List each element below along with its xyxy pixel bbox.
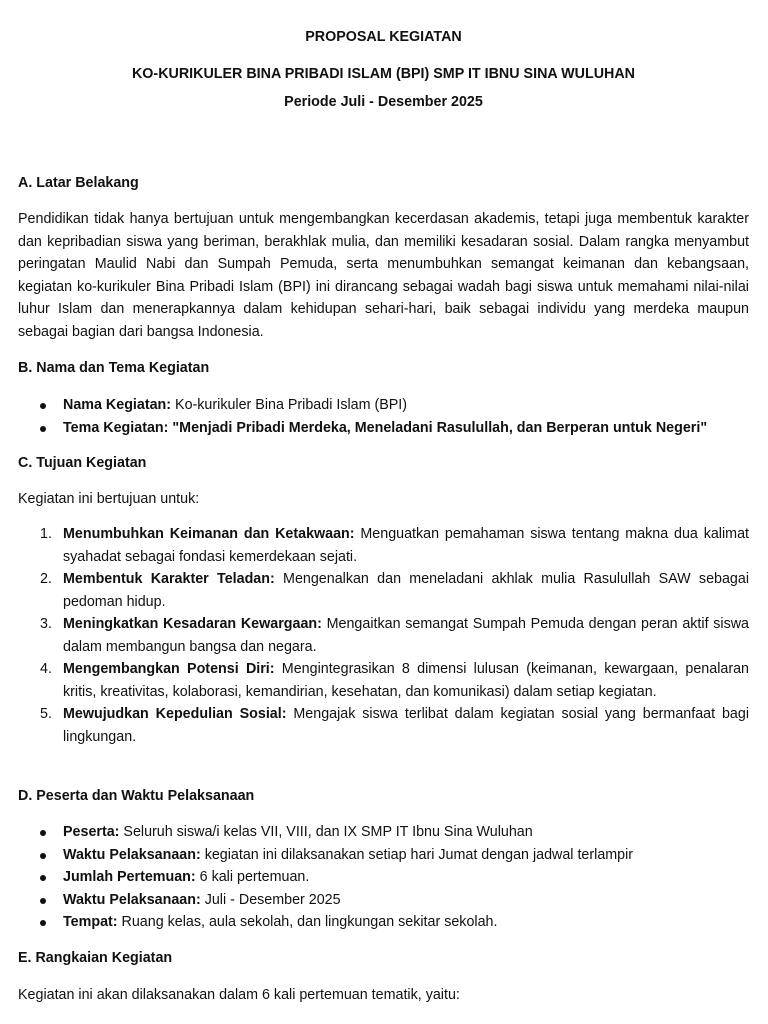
list-item-label: Mewujudkan Kepedulian Sosial: [63,706,287,722]
list-item-label: Tempat: [63,914,118,930]
bullet-icon [40,920,46,926]
list-item-value: Juli - Desember 2025 [200,891,341,908]
document-title: PROPOSAL KEGIATAN [305,29,462,45]
list-number: 1. [40,526,52,542]
bullet-icon [40,853,46,859]
list-item-label: Membentuk Karakter Teladan: [63,571,275,587]
list-item [18,889,749,912]
list-item-label: Tema Kegiatan: [63,419,169,436]
document-period: Periode Juli - Desember 2025 [284,94,483,110]
bullet-icon [40,403,46,409]
list-item-value: kegiatan ini dilaksanakan setiap hari Jumat dengan jadwal terlampir [200,846,634,863]
list-item [18,523,749,568]
list-item-label: Menumbuhkan Keimanan dan Ketakwaan: [63,526,355,542]
section-c-intro: Kegiatan ini bertujuan untuk: [18,491,200,507]
list-item-label: Mengembangkan Potensi Diri: [63,661,275,677]
list-item-value: Mengaitkan semangat Sumpah Pemuda dengan peran aktif siswa dalam membangun bangsa dan negara. [63,616,749,655]
list-item [18,613,749,658]
section-d-heading: D. Peserta dan Waktu Pelaksanaan [18,788,255,804]
list-item-value: Ko-kurikuler Bina Pribadi Islam (BPI) [171,397,408,413]
list-item [18,658,749,703]
list-number: 5. [40,706,52,722]
bullet-icon [40,426,46,432]
section-a-heading: A. Latar Belakang [18,175,139,191]
list-number: 2. [40,571,52,587]
list-item-value: Mengintegrasikan 8 dimensi lulusan (keimanan, kewargaan, penalaran kritis, kreativitas, kolaborasi, kemandirian, kesehatan, dan komunikasi) dalam setiap kegiatan. [63,661,750,700]
section-d-list [18,821,749,934]
list-item-label: Peserta: [63,824,120,840]
section-b-heading: B. Nama dan Tema Kegiatan [18,360,210,376]
list-item-value: Menguatkan pemahaman siswa tentang makna dua kalimat syahadat sebagai fondasi kemerdekaan sejati. [63,526,749,565]
list-item-label: Nama Kegiatan: [63,397,172,413]
list-item [18,911,749,934]
list-item [18,703,749,748]
list-item-value: Mengajak siswa terlibat dalam kegiatan sosial yang bermanfaat bagi lingkungan. [63,706,749,745]
list-item-label: Jumlah Pertemuan: [63,869,196,885]
list-item [18,394,749,417]
list-item [18,844,749,867]
section-c-list [18,523,749,748]
document-subtitle: KO-KURIKULER BINA PRIBADI ISLAM (BPI) SMP IT IBNU SINA WULUHAN [131,66,636,82]
list-number: 4. [40,661,52,677]
section-c-heading: C. Tujuan Kegiatan [18,455,147,471]
list-item-value: "Menjadi Pribadi Merdeka, Meneladani Rasulullah, dan Berperan untuk Negeri" [168,419,708,436]
section-e-intro: Kegiatan ini akan dilaksanakan dalam 6 kali pertemuan tematik, yaitu: [18,987,460,1003]
list-item-label: Meningkatkan Kesadaran Kewargaan: [63,616,322,632]
section-a-text: Pendidikan tidak hanya bertujuan untuk mengembangkan kecerdasan akademis, tetapi juga membentuk karakter dan kepribadian siswa yang beriman, berakhlak mulia, dan memiliki kesadaran sosial. Dalam rangka menyambut peringatan Maulid Nabi dan Sumpah Pemuda, serta menumbuhkan semangat keimanan dan kebangsaan, kegiatan ko-kurikuler Bina Pribadi Islam (BPI) ini dirancang sebagai wadah bagi siswa untuk memahami nilai-nilai luhur Islam dan menerapkannya dalam kehidupan sehari-hari, baik sebagai individu yang merdeka maupun sebagai bagian dari bangsa Indonesia. [18,211,749,340]
section-b-list [18,394,749,439]
list-item [18,866,749,889]
list-item [18,821,749,844]
list-item-value: Ruang kelas, aula sekolah, dan lingkungan sekitar sekolah. [117,914,498,930]
list-item [18,417,749,440]
list-item-value: Seluruh siswa/i kelas VII, VIII, dan IX SMP IT Ibnu Sina Wuluhan [119,824,533,840]
bullet-icon [40,898,46,904]
list-item-value: 6 kali pertemuan. [195,869,310,885]
list-item-label: Waktu Pelaksanaan: [63,891,201,908]
section-a-paragraph [18,208,749,343]
list-item-value: Mengenalkan dan meneladani akhlak mulia Rasulullah SAW sebagai pedoman hidup. [63,571,749,610]
bullet-icon [40,830,46,836]
bullet-icon [40,875,46,881]
list-item-label: Waktu Pelaksanaan: [63,846,201,863]
section-e-heading: E. Rangkaian Kegiatan [18,950,173,966]
list-item [18,568,749,613]
list-number: 3. [40,616,52,632]
